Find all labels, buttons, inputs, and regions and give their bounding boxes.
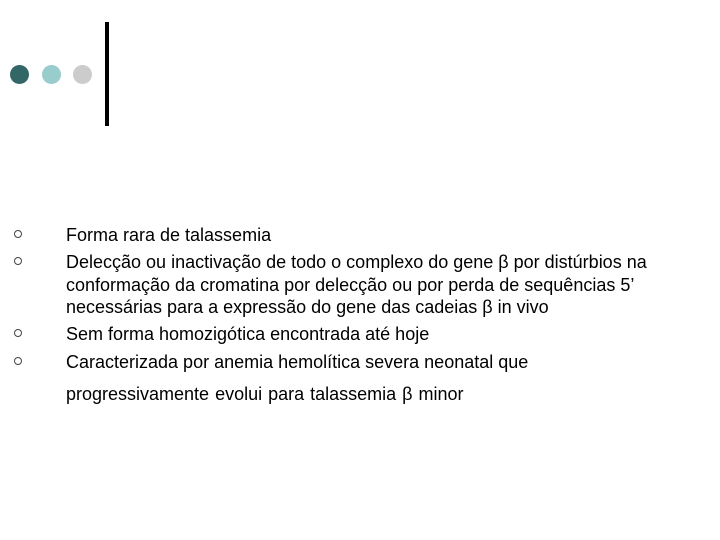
bullet-circle-icon (14, 257, 22, 265)
bullet-item (66, 251, 706, 319)
bullet-text: conformação da cromatina por delecção ou por perda de sequências 5’ (66, 274, 635, 295)
bullet-circle-icon (14, 329, 22, 337)
bullet-text: Forma rara de talassemia (66, 225, 272, 245)
bullet-continuation-text: progressivamente evolui para talassemia β minor (66, 384, 464, 404)
bullet-text: Caracterizada por anemia hemolítica severa neonatal que (66, 352, 529, 372)
bullet-text: necessárias para a expressão do gene das cadeias β in vivo (66, 297, 549, 317)
bullet-circle-icon (14, 357, 22, 365)
bullet-circle-icon (14, 230, 22, 238)
bullet-item (66, 351, 706, 374)
bullet-text: Delecção ou inactivação de todo o complexo do gene β por distúrbios na (66, 252, 647, 272)
bullet-text: Sem forma homozigótica encontrada até hoje (66, 324, 430, 344)
bullet-item (66, 323, 706, 346)
bullet-item (66, 224, 706, 247)
